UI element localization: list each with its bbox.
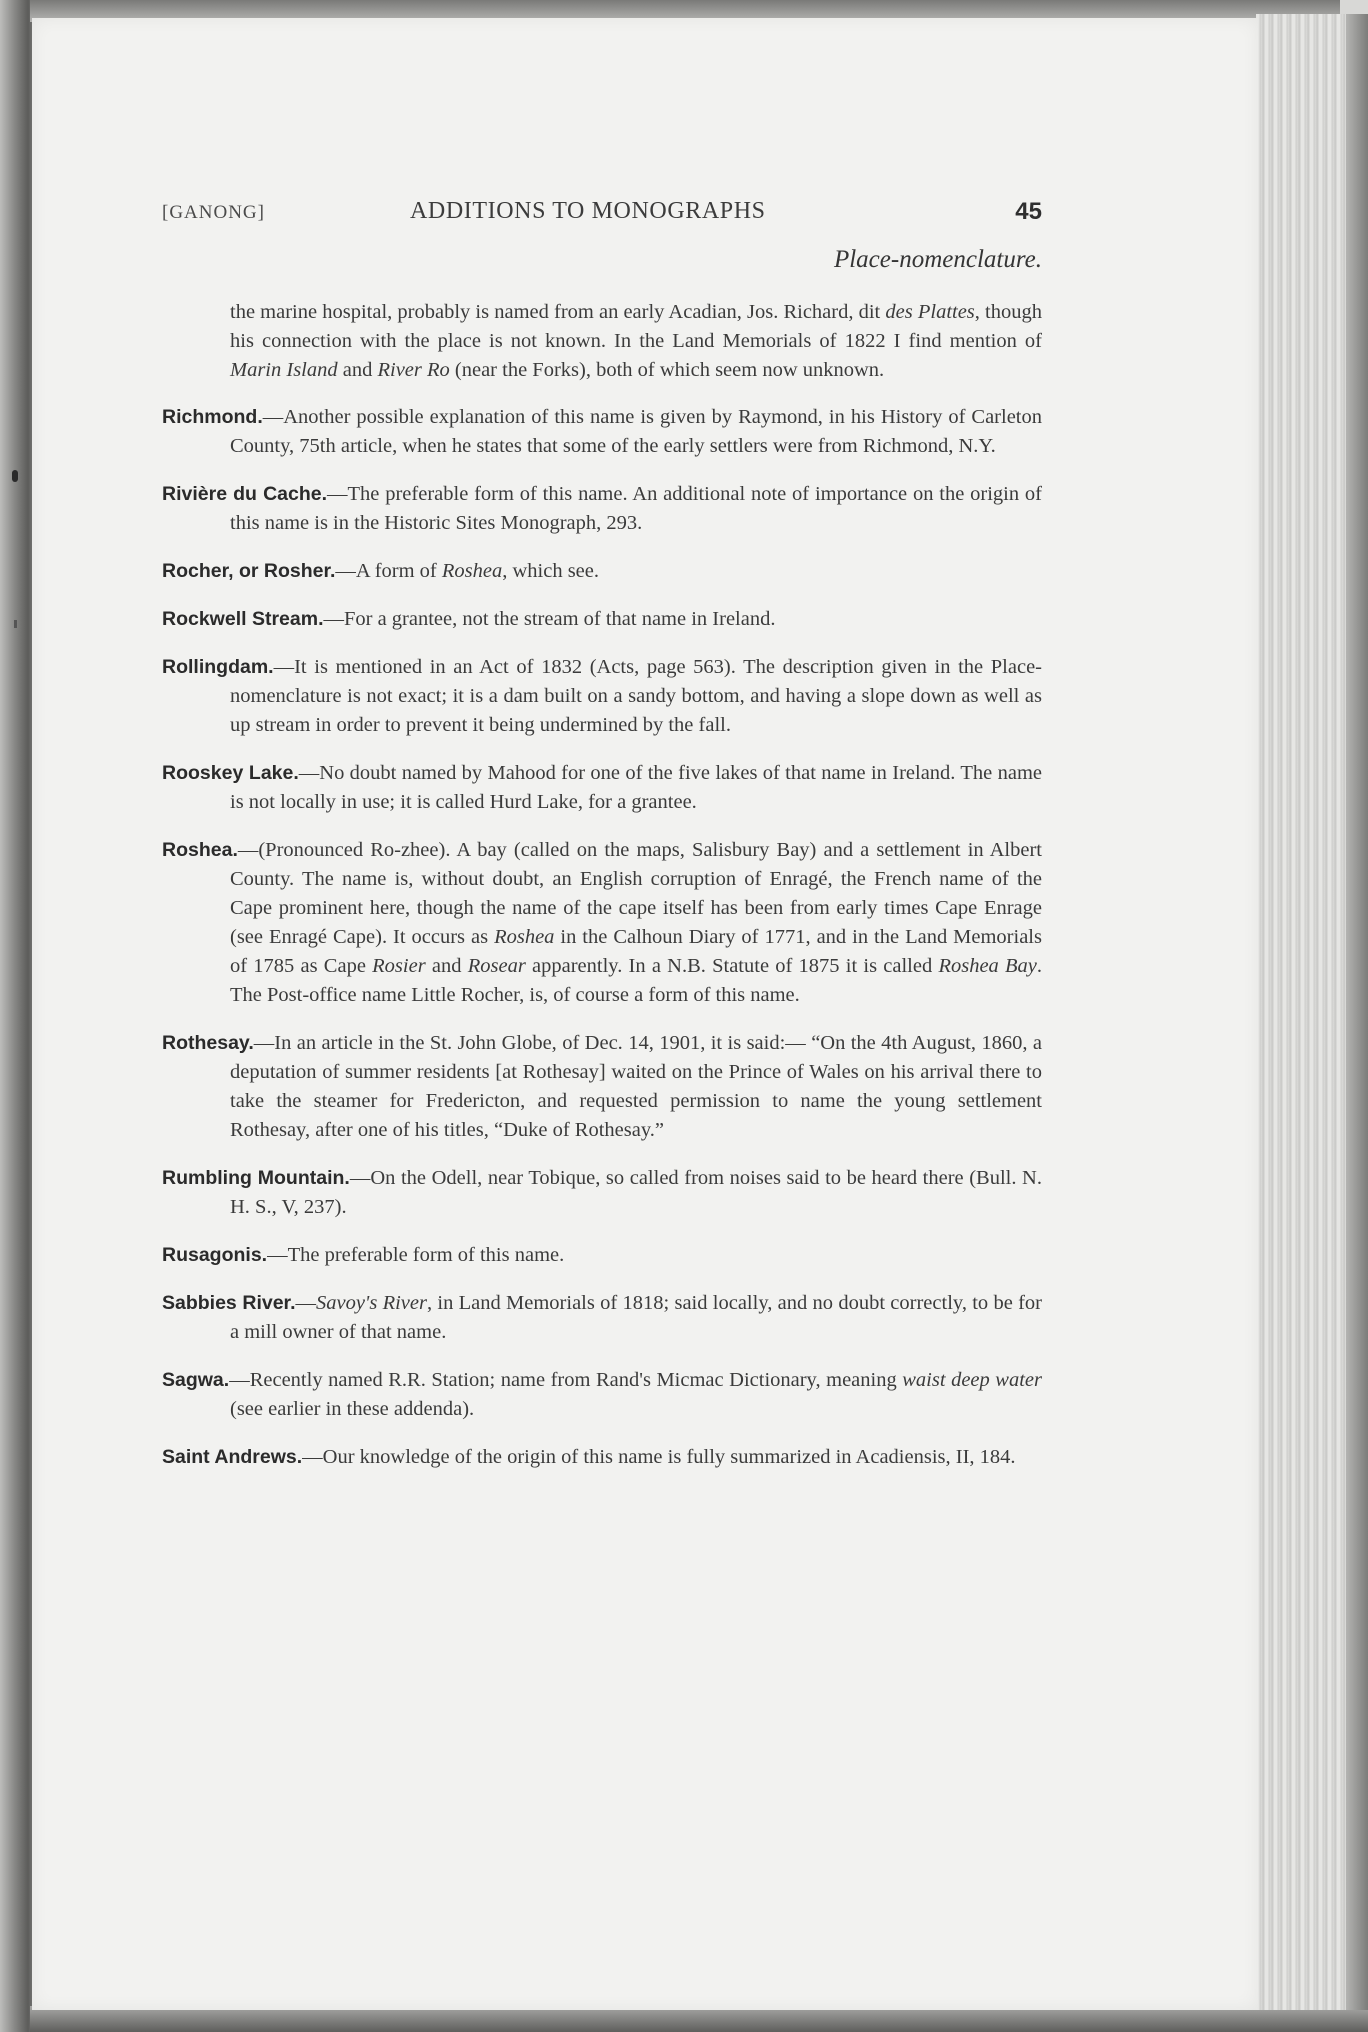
entry-text: —Our knowledge of the origin of this name is fully summarized in Acadiensis, II, 184. [302, 1446, 1016, 1468]
entry-text: —On the Odell, near Tobique, so called from noises said to be heard there (Bull. N. H. S., V, 237). [230, 1167, 1042, 1218]
entry-sabbies-river [162, 1289, 1042, 1347]
entry-text: (see earlier in these addenda). [230, 1398, 475, 1420]
italic-run: des Plattes [885, 301, 975, 323]
italic-run: Savoy's River [315, 1292, 427, 1314]
entry-term: Rothesay. [162, 1032, 254, 1054]
entry-term: Roshea. [162, 839, 238, 861]
entry-term: Sabbies River. [162, 1292, 296, 1314]
italic-run: Roshea Bay [938, 955, 1037, 977]
scan-speck [14, 620, 17, 628]
italic-run: waist deep water [902, 1369, 1042, 1391]
entry-term: Rusagonis. [162, 1244, 268, 1266]
page-body [162, 298, 1042, 1491]
italic-run: Marin Island [230, 359, 338, 381]
entry-rothesay [162, 1029, 1042, 1145]
entry-term: Rocher, or Rosher. [162, 560, 336, 582]
entry-text: . The Post-office name Little Rocher, is, of course a form of this name. [230, 955, 1042, 1006]
italic-run: Rosear [467, 955, 526, 977]
running-header [162, 198, 1042, 232]
entry-term: Saint Andrews. [162, 1446, 303, 1468]
entry-text: —Recently named R.R. Station; name from Rand's Micmac Dictionary, meaning [229, 1369, 903, 1391]
continuation-paragraph [162, 298, 1042, 385]
italic-run: Rosier [372, 955, 426, 977]
entry-term: Richmond. [162, 406, 263, 428]
entry-text: —For a grantee, not the stream of that name in Ireland. [323, 608, 776, 630]
header-author: [GANONG] [162, 202, 265, 223]
entry-text: —It is mentioned in an Act of 1832 (Acts, page 563). The description given in the Place-nomenclature is not exact; it is a dam built on a sandy bottom, and having a slope down as well as up stream in order to prevent it being undermined by the fall. [230, 656, 1042, 736]
text-run: (near the Forks), both of which seem now unknown. [449, 359, 885, 381]
text-run: and [337, 359, 378, 381]
entry-sagwa [162, 1366, 1042, 1424]
entry-term: Rollingdam. [162, 656, 274, 678]
entry-text: — [295, 1292, 316, 1314]
text-run: the marine hospital, probably is named from an early Acadian, Jos. Richard, dit [230, 301, 886, 323]
entry-text: —The preferable form of this name. An additional note of importance on the origin of this name is in the Historic Sites Monograph, 293. [230, 483, 1042, 534]
entry-text: apparently. In a N.B. Statute of 1875 it is called [525, 955, 939, 977]
entry-rocher [162, 557, 1042, 586]
entry-richmond [162, 403, 1042, 461]
entry-text: in the Calhoun Diary of 1771, and in the Land Memorials of 1785 as Cape [230, 926, 1042, 977]
entry-rusagonis [162, 1241, 1042, 1270]
text-run: , though his connection with the place is not known. In the Land Memorials of 1822 I find mention of [230, 301, 1043, 352]
page-stack-edge [1256, 14, 1368, 2010]
italic-run: River Ro [377, 359, 450, 381]
entry-saint-andrews [162, 1443, 1042, 1472]
entry-text: —The preferable form of this name. [267, 1244, 565, 1266]
entry-text: and [425, 955, 468, 977]
entry-rumbling-mountain [162, 1164, 1042, 1222]
entry-roshea [162, 836, 1042, 1010]
entry-riviere-du-cache [162, 480, 1042, 538]
italic-run: Roshea [441, 560, 503, 582]
entry-text: —(Pronounced Ro-zhee). A bay (called on the maps, Salisbury Bay) and a settlement in Albert County. The name is, without doubt, an English corruption of Enragé, the French name of the Cape prominent here, though the name of the cape itself has been from early times Cape Enrage (see Enragé Cape). It occurs as [230, 839, 1042, 948]
entry-rooskey-lake [162, 759, 1042, 817]
entry-term: Rooskey Lake. [162, 762, 299, 784]
entry-rockwell-stream [162, 605, 1042, 634]
header-title: ADDITIONS TO MONOGRAPHS [410, 198, 766, 224]
page-number: 45 [1015, 198, 1042, 225]
entry-term: Rivière du Cache. [162, 483, 328, 505]
entry-term: Sagwa. [162, 1369, 230, 1391]
entry-text: , in Land Memorials of 1818; said locally, and no doubt correctly, to be for a mill owner of that name. [230, 1292, 1042, 1343]
italic-run: Roshea [494, 926, 555, 948]
entry-text: —No doubt named by Mahood for one of the five lakes of that name in Ireland. The name is not locally in use; it is called Hurd Lake, for a grantee. [230, 762, 1042, 813]
entry-term: Rockwell Stream. [162, 608, 324, 630]
entry-text: , which see. [502, 560, 600, 582]
entry-text: —A form of [335, 560, 442, 582]
scan-speck [12, 470, 18, 482]
entry-rollingdam [162, 653, 1042, 740]
entry-text: —In an article in the St. John Globe, of Dec. 14, 1901, it is said:— “On the 4th August, 1860, a deputation of summer residents [at Rothesay] waited on the Prince of Wales on his arrival there to take the steamer for Fredericton, and requested permission to name the young settlement Rothesay, after one of his titles, “Duke of Rothesay.” [230, 1032, 1042, 1141]
entry-text: —Another possible explanation of this name is given by Raymond, in his History of Carleton County, 75th article, when he states that some of the early settlers were from Richmond, N.Y. [230, 406, 1042, 457]
section-subhead: Place-nomenclature. [833, 246, 1042, 273]
entry-term: Rumbling Mountain. [162, 1167, 350, 1189]
